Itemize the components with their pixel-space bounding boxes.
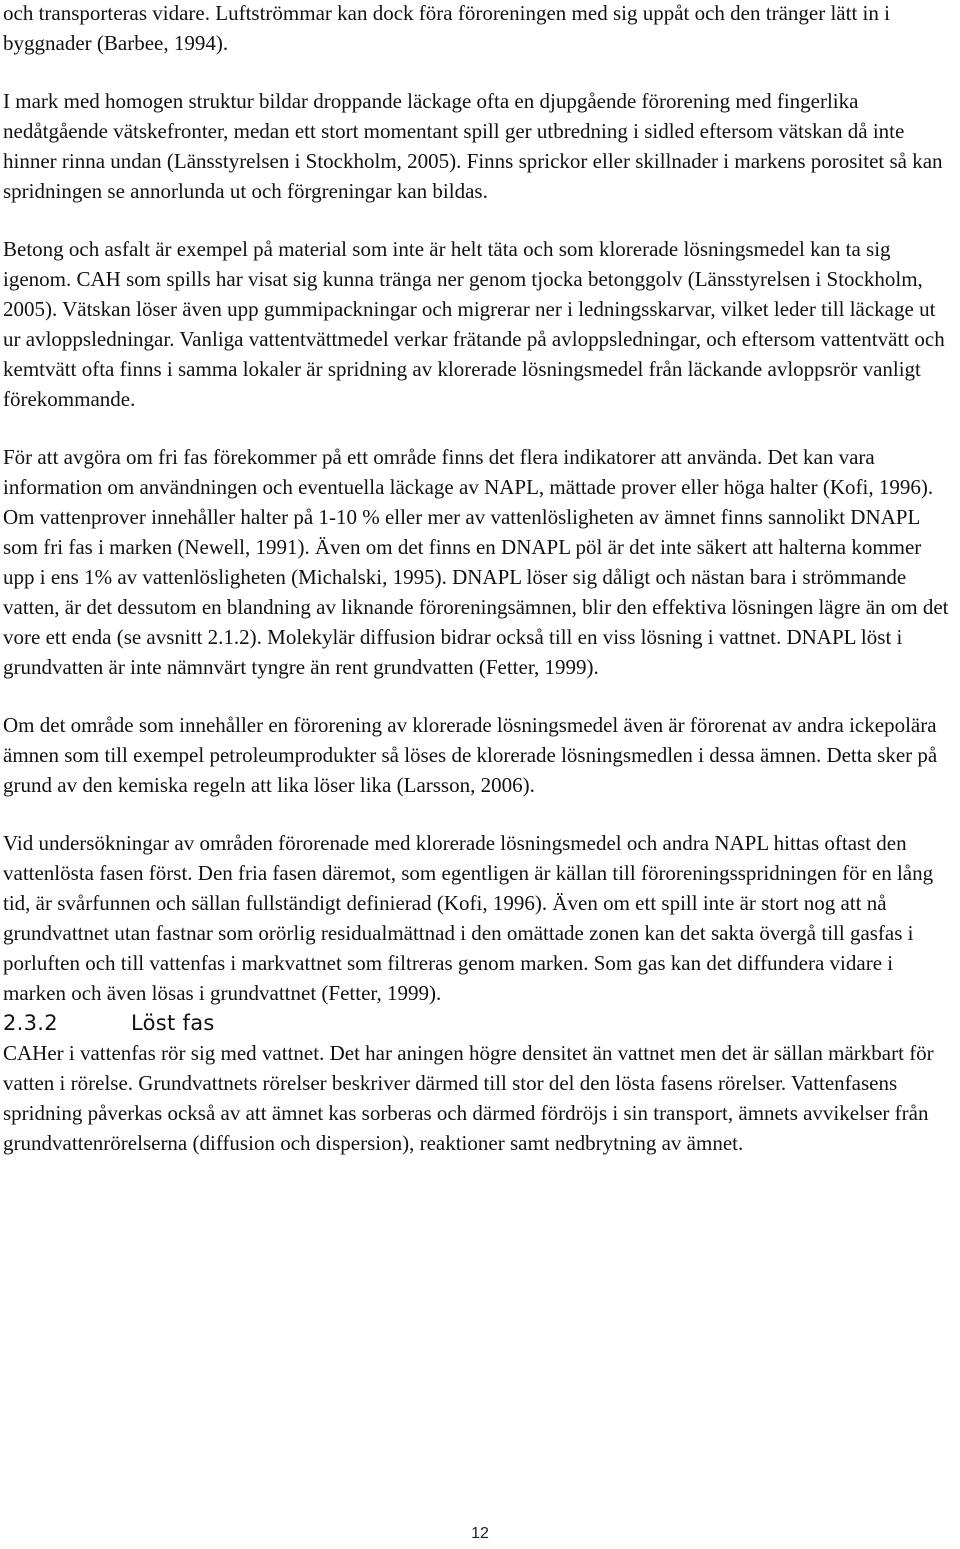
section-number: 2.3.2 [3, 1011, 58, 1035]
paragraph-free-phase-indicators: För att avgöra om fri fas förekommer på ett område finns det flera indikatorer att använda. Det kan vara information om användningen och eventuella läckage av NAPL, mättade prover eller höga halter (Kofi, 1996). Om vattenprover innehåller halter på 1-10 % eller mer av vattenlösligheten av ämnet finns sannolikt DNAPL som fri fas i marken (Newell, 1991). Även om det finns en DNAPL pöl är det inte säkert att halterna kommer upp i ens 1% av vattenlösligheten (Michalski, 1995). DNAPL löser sig dåligt och nästan bara i strömmande vatten, är det dessutom en blandning av liknande föroreningsämnen, blir den effektiva lösningen lägre än om det vore ett enda (se avsnitt 2.1.2). Molekylär diffusion bidrar också till en viss lösning i vattnet. DNAPL löst i grundvatten är inte nämnvärt tyngre än rent grundvatten (Fetter, 1999). [3, 445, 949, 679]
paragraph-soil-leakage: I mark med homogen struktur bildar droppande läckage ofta en djupgående förorening med fingerlika nedåtgående vätskefronter, medan ett stort momentant spill ger utbredning i sidled eftersom vätskan då inte hinner rinna undan (Länsstyrelsen i Stockholm, 2005). Finns sprickor eller skillnader i markens porositet så kan spridningen se annorlunda ut och förgreningar kan bildas. [3, 89, 943, 203]
paragraph-continuation: och transporteras vidare. Luftströmmar kan dock föra föroreningen med sig uppåt och den tränger lätt in i byggnader (Barbee, 1994). [3, 1, 890, 55]
paragraph-dissolved-phase: CAHer i vattenfas rör sig med vattnet. Det har aningen högre densitet än vattnet men det är sällan märkbart för vatten i rörelse. Grundvattnets rörelser beskriver därmed till stor del den lösta fasens rörelser. Vattenfasens spridning påverkas också av att ämnet kas sorberas och därmed fördröjs i sin transport, ämnets avvikelser från grundvattenrörelserna (diffusion och dispersion), reaktioner samt nedbrytning av ämnet. [3, 1041, 934, 1155]
paragraph-nonpolar-substances: Om det område som innehåller en förorening av klorerade lösningsmedel även är förorenat av andra ickepolära ämnen som till exempel petroleumprodukter så löses de klorerade lösningsmedlen i dessa ämnen. Detta sker på grund av den kemiska regeln att lika löser lika (Larsson, 2006). [3, 713, 938, 797]
page-number: 12 [471, 1525, 489, 1542]
section-heading [3, 1008, 954, 1038]
paragraph-concrete-asphalt: Betong och asfalt är exempel på material som inte är helt täta och som klorerade lösningsmedel kan ta sig igenom. CAH som spills har visat sig kunna tränga ner genom tjocka betonggolv (Länsstyrelsen i Stockholm, 2005). Vätskan löser även upp gummipackningar och migrerar ner i ledningsskarvar, vilket leder till läckage ut ur avloppsledningar. Vanliga vattentvättmedel verkar frätande på avloppsledningar, och eftersom vattentvätt och kemtvätt ofta finns i samma lokaler är spridning av klorerade lösningsmedel från läckande avloppsrör vanligt förekommande. [3, 237, 945, 411]
paragraph-investigations: Vid undersökningar av områden förorenade med klorerade lösningsmedel och andra NAPL hittas oftast den vattenlösta fasen först. Den fria fasen däremot, som egentligen är källan till föroreningsspridningen för en lång tid, är svårfunnen och sällan fullständigt definierad (Kofi, 1996). Även om ett spill inte är stort nog att nå grundvattnet utan fastnar som orörlig residualmättnad i den omättade zonen kan det sakta övergå till gasfas i porluften och till vattenfas i markvattnet som filtreras genom marken. Som gas kan det diffundera vidare i marken och även lösas i grundvattnet (Fetter, 1999). [3, 831, 934, 1005]
section-title: Löst fas [131, 1011, 215, 1035]
